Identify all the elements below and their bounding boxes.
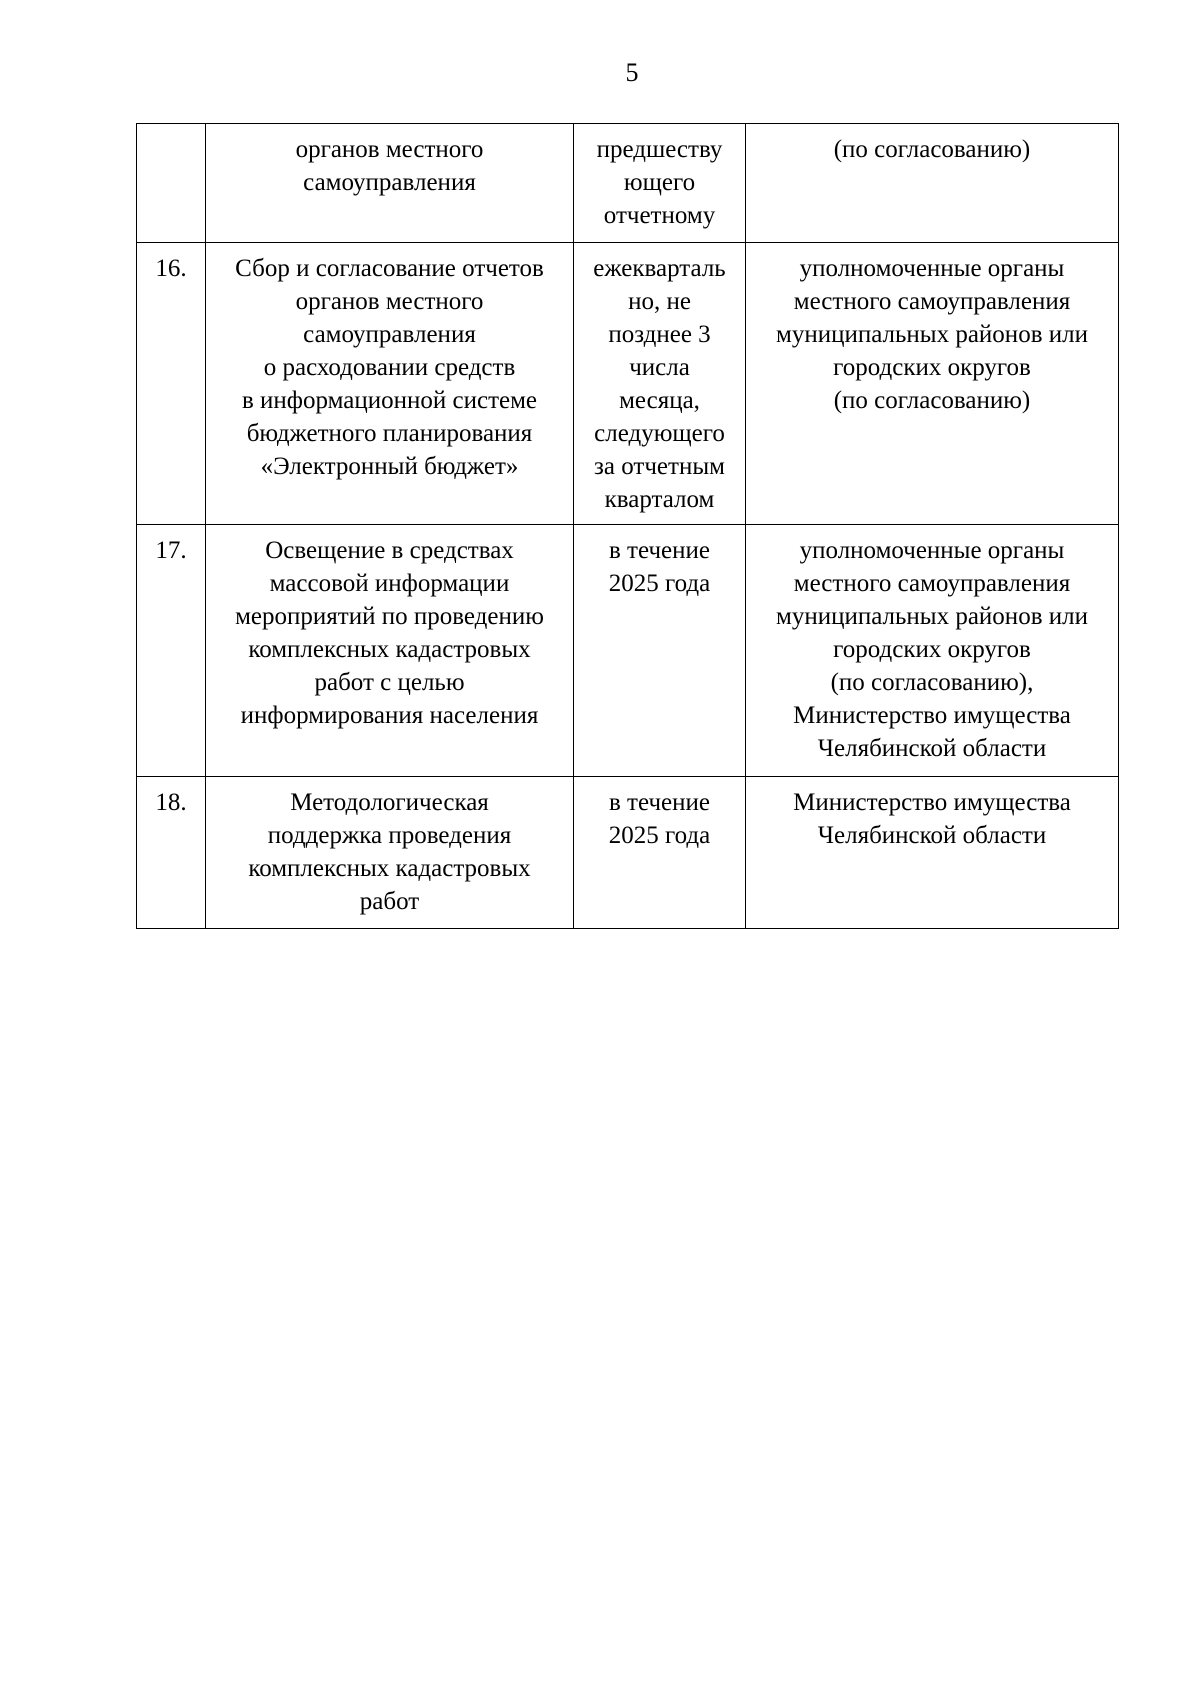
term-cell: в течение 2025 года	[574, 777, 746, 929]
row-number-cell: 17.	[137, 525, 206, 777]
plan-table	[136, 123, 1119, 929]
responsible-cell: Министерство имущества Челябинской области	[746, 777, 1119, 929]
term-cell: предшеству ющего отчетному	[574, 124, 746, 243]
row-number-cell: 16.	[137, 243, 206, 525]
action-cell: Методологическая поддержка проведения комплексных кадастровых работ	[206, 777, 574, 929]
responsible-cell: уполномоченные органы местного самоуправления муниципальных районов или городских округов (по согласованию), Министерство имущества Челябинской области	[746, 525, 1119, 777]
action-cell: органов местного самоуправления	[206, 124, 574, 243]
row-number-cell: 18.	[137, 777, 206, 929]
row-number-cell	[137, 124, 206, 243]
term-cell: ежекварталь но, не позднее 3 числа месяца, следующего за отчетным кварталом	[574, 243, 746, 525]
table-row	[137, 243, 1119, 525]
action-cell: Сбор и согласование отчетов органов местного самоуправления о расходовании средств в информационной системе бюджетного планирования «Электронный бюджет»	[206, 243, 574, 525]
responsible-cell: уполномоченные органы местного самоуправления муниципальных районов или городских округов (по согласованию)	[746, 243, 1119, 525]
term-cell: в течение 2025 года	[574, 525, 746, 777]
action-cell: Освещение в средствах массовой информации мероприятий по проведению комплексных кадастровых работ с целью информирования населения	[206, 525, 574, 777]
responsible-cell: (по согласованию)	[746, 124, 1119, 243]
page-number: 5	[625, 58, 639, 87]
table-row	[137, 124, 1119, 243]
table-row	[137, 525, 1119, 777]
table-row	[137, 777, 1119, 929]
